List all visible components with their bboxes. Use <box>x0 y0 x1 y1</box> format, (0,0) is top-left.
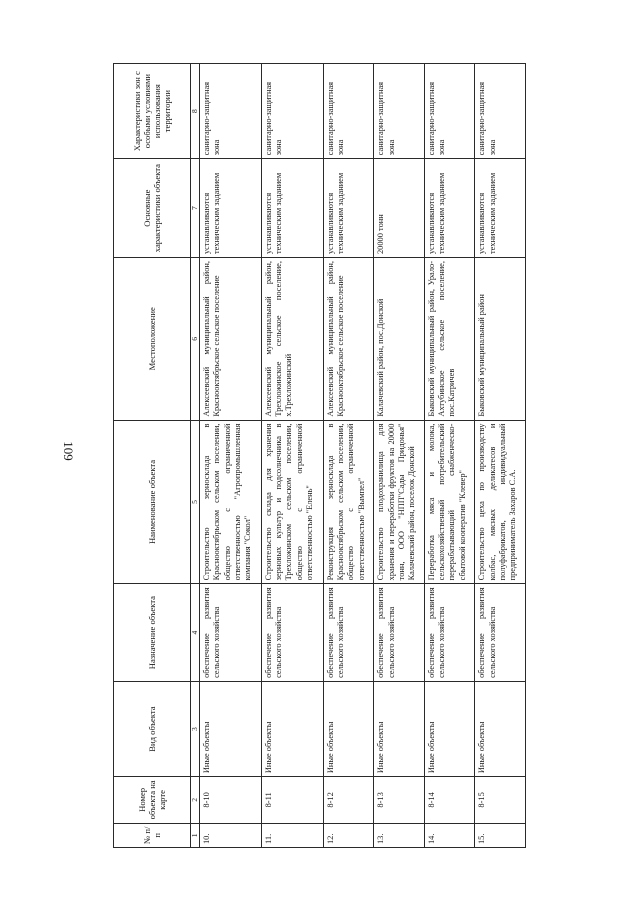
row-number-cell: 13. <box>374 823 425 847</box>
object-type-cell: Иные объекты <box>323 681 374 776</box>
column-number-row <box>191 64 200 848</box>
zone-characteristics-cell: санитарно-защитная зона <box>424 64 475 159</box>
object-characteristics-cell: устанавливаются техническим заданием <box>261 159 323 258</box>
table-row <box>323 64 374 848</box>
zone-characteristics-cell: санитарно-защитная зона <box>261 64 323 159</box>
table-header-row <box>114 64 191 848</box>
object-type-cell: Иные объекты <box>475 681 526 776</box>
object-code-cell: 8-10 <box>200 777 262 823</box>
row-number-cell: 10. <box>200 823 262 847</box>
column-number: 8 <box>191 64 200 159</box>
zone-characteristics-cell: санитарно-защитная зона <box>374 64 425 159</box>
table-row <box>261 64 323 848</box>
table-container <box>113 63 526 848</box>
object-characteristics-cell: устанавливаются техническим заданием <box>424 159 475 258</box>
column-header: Вид объекта <box>114 681 191 776</box>
object-code-cell: 8-15 <box>475 777 526 823</box>
column-header: Наименование объекта <box>114 420 191 584</box>
object-name-cell: Строительство цеха по производству колбас, мясных деликатесов и полуфабрикатов, индивидуальный предприниматель Захаров С.А. <box>475 420 526 584</box>
zone-characteristics-cell: санитарно-защитная зона <box>323 64 374 159</box>
object-type-cell: Иные объекты <box>261 681 323 776</box>
column-header: № п/п <box>114 823 191 847</box>
object-code-cell: 8-14 <box>424 777 475 823</box>
table-row <box>200 64 262 848</box>
row-number-cell: 11. <box>261 823 323 847</box>
object-location-cell: Алексеевский муниципальный район, Трехложинское сельское поселение, х.Трехложинский <box>261 258 323 421</box>
column-header: Местоположение <box>114 258 191 421</box>
table-row <box>374 64 425 848</box>
column-header: Основные характеристики объекта <box>114 159 191 258</box>
column-number: 7 <box>191 159 200 258</box>
object-location-cell: Алексеевский муниципальный район, Краснооктябрьское сельское поселение <box>323 258 374 421</box>
object-name-cell: Реконструкция зерносклада в Краснооктябрьском сельском поселении, общество с ограниченной ответственностью "Вымпел" <box>323 420 374 584</box>
column-header: Номер объекта на карте <box>114 777 191 823</box>
object-name-cell: Строительство плодохранилища для хранения и переработки фруктов на 20000 тонн, ООО "НПП"Сады Придонья" Калачевский район, поселок Донской <box>374 420 425 584</box>
object-name-cell: Строительство зерносклада в Краснооктябрьском сельском поселении, общество с ограниченной ответственностью "Агропромышленная компания "Сокол" <box>200 420 262 584</box>
row-number-cell: 14. <box>424 823 475 847</box>
object-characteristics-cell: устанавливаются техническим заданием <box>200 159 262 258</box>
column-number: 3 <box>191 681 200 776</box>
object-location-cell: Быковский муниципальный район, Урало-Ахтубинское сельское поселение, пос.Катричев <box>424 258 475 421</box>
objects-table <box>113 63 526 848</box>
object-name-cell: Переработка мяса и молока, сельскохозяйственный потребительский перерабатывающий снабженческо-сбытовой кооператив "Клевер" <box>424 420 475 584</box>
row-number-cell: 12. <box>323 823 374 847</box>
table-row <box>424 64 475 848</box>
object-code-cell: 8-11 <box>261 777 323 823</box>
object-location-cell: Алексеевский муниципальный район, Краснооктябрьское сельское поселение <box>200 258 262 421</box>
object-location-cell: Быковский муниципальный район <box>475 258 526 421</box>
table-row <box>475 64 526 848</box>
object-purpose-cell: обеспечение развития сельского хозяйства <box>475 584 526 682</box>
column-number: 5 <box>191 420 200 584</box>
object-code-cell: 8-12 <box>323 777 374 823</box>
object-type-cell: Иные объекты <box>200 681 262 776</box>
object-purpose-cell: обеспечение развития сельского хозяйства <box>374 584 425 682</box>
object-purpose-cell: обеспечение развития сельского хозяйства <box>424 584 475 682</box>
object-type-cell: Иные объекты <box>374 681 425 776</box>
column-header: Назначение объекта <box>114 584 191 682</box>
column-number: 1 <box>191 823 200 847</box>
object-characteristics-cell: устанавливаются техническим заданием <box>323 159 374 258</box>
page-number: 109 <box>61 441 76 461</box>
object-characteristics-cell: 20000 тонн <box>374 159 425 258</box>
column-number: 4 <box>191 584 200 682</box>
zone-characteristics-cell: санитарно-защитная зона <box>475 64 526 159</box>
object-characteristics-cell: устанавливаются техническим заданием <box>475 159 526 258</box>
object-name-cell: Строительство склада для хранения зерновых культур и подсолнечника в Трехложинском сельском поселении, общество с ограниченной ответственностью "Елень" <box>261 420 323 584</box>
row-number-cell: 15. <box>475 823 526 847</box>
object-purpose-cell: обеспечение развития сельского хозяйства <box>323 584 374 682</box>
object-code-cell: 8-13 <box>374 777 425 823</box>
column-number: 6 <box>191 258 200 421</box>
column-header: Характеристики зон с особыми условиями использования территории <box>114 64 191 159</box>
object-purpose-cell: обеспечение развития сельского хозяйства <box>200 584 262 682</box>
column-number: 2 <box>191 777 200 823</box>
object-purpose-cell: обеспечение развития сельского хозяйства <box>261 584 323 682</box>
object-location-cell: Калачевский район, пос.Донской <box>374 258 425 421</box>
object-type-cell: Иные объекты <box>424 681 475 776</box>
zone-characteristics-cell: санитарно-защитная зона <box>200 64 262 159</box>
